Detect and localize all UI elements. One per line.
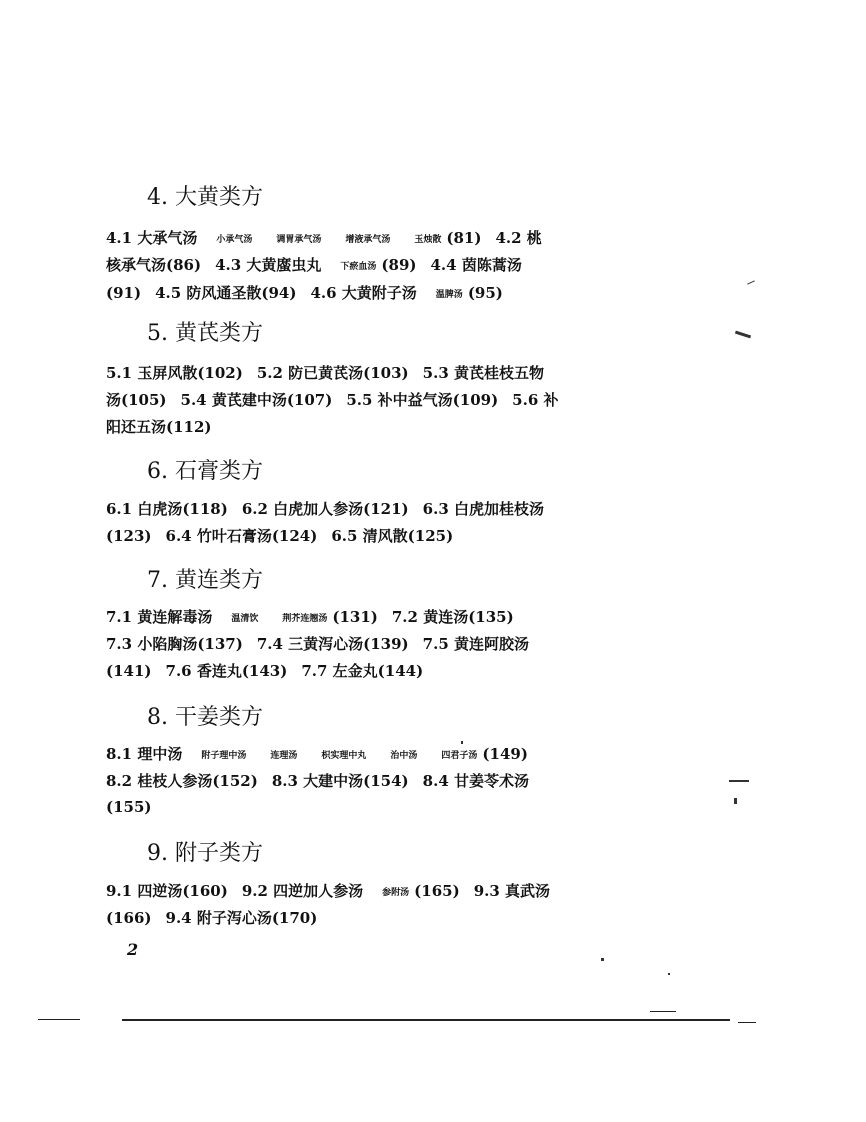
- toc-entry: [385, 745, 422, 763]
- toc-entry: [155, 284, 296, 302]
- toc-entry: [431, 284, 503, 302]
- entry-subformula: 治中汤: [390, 751, 418, 761]
- toc-entry: [106, 662, 152, 680]
- toc-entry: [106, 391, 167, 409]
- toc-entry: [166, 909, 318, 927]
- toc-entry: [106, 364, 243, 382]
- toc-entry: [335, 256, 416, 274]
- entry-text: 5.5 补中益气汤(109): [346, 391, 499, 409]
- toc-entry: [340, 229, 395, 247]
- entry-text: 7.2 黄连汤(135): [391, 608, 514, 626]
- toc-entry: [106, 284, 141, 302]
- entry-text: 8.2 桂枝人参汤(152): [106, 772, 258, 790]
- entry-text: 7.5 黄连阿胶汤: [422, 635, 529, 653]
- entry-text: 9.2 四逆加人参汤: [241, 882, 364, 900]
- section-heading: 9. 附子类方: [147, 841, 263, 866]
- entry-subformula: 四君子汤: [441, 751, 478, 761]
- toc-entry: [346, 391, 498, 409]
- toc-entry: [423, 500, 544, 518]
- speck: [734, 798, 737, 804]
- toc-entry: [265, 745, 302, 763]
- entry-text: 4.6 大黄附子汤: [310, 284, 417, 302]
- entry-text: 7.3 小陷胸汤(137): [106, 635, 243, 653]
- bottom-rule-right-dash: [738, 1022, 756, 1023]
- toc-entry: [512, 391, 558, 409]
- entry-line: [106, 362, 666, 383]
- entry-subformula: 玉烛散: [414, 235, 442, 245]
- entry-text: 6.2 白虎加人参汤(121): [241, 500, 409, 518]
- entry-line: [106, 743, 666, 764]
- entry-text: 9.1 四逆汤(160): [106, 882, 228, 900]
- entry-text: 5.2 防已黄芪汤(103): [256, 364, 409, 382]
- entry-text: (91): [106, 284, 142, 302]
- entry-line: [106, 660, 666, 681]
- toc-entry: [106, 798, 152, 816]
- entry-text: 5.3 黄芪桂枝五物: [422, 364, 544, 382]
- entry-page-ref: (89): [381, 256, 417, 274]
- entry-line: [106, 606, 666, 627]
- section-heading: 7. 黄连类方: [147, 568, 263, 593]
- toc-entry: [423, 364, 544, 382]
- entry-text: 5.6 补: [512, 391, 559, 409]
- entry-text: 6.5 清风散(125): [331, 527, 454, 545]
- entry-subformula: 枳实理中丸: [321, 751, 367, 761]
- entry-text: (155): [106, 798, 152, 816]
- entry-subformula: 连理汤: [270, 751, 298, 761]
- toc-entry: [106, 256, 201, 274]
- entry-text: (123): [106, 527, 152, 545]
- entry-text: 7.7 左金丸(144): [301, 662, 424, 680]
- toc-entry: [211, 229, 257, 247]
- toc-entry: [377, 882, 460, 900]
- toc-entry: [423, 772, 529, 790]
- entry-subformula: 温清饮: [231, 614, 259, 624]
- toc-entry: [257, 364, 409, 382]
- toc-entry: [106, 882, 228, 900]
- entry-line: [106, 907, 666, 928]
- entry-line: [106, 254, 666, 275]
- speck: [729, 780, 749, 782]
- entry-text: 4.3 大黄䗪虫丸: [215, 256, 322, 274]
- speck: [735, 331, 751, 339]
- entry-text: 8.4 甘姜苓术汤: [422, 772, 529, 790]
- section-heading: 6. 石膏类方: [147, 459, 263, 484]
- entry-text: 汤(105): [106, 391, 167, 409]
- entry-page-ref: (81): [446, 229, 482, 247]
- entry-text: 核承气汤(86): [106, 256, 202, 274]
- entry-subformula: 附子理中汤: [201, 751, 247, 761]
- toc-entry: [392, 608, 514, 626]
- speck: [668, 973, 670, 975]
- toc-entry: [272, 772, 409, 790]
- entry-subformula: 下瘀血汤: [340, 262, 377, 272]
- toc-entry: [181, 391, 333, 409]
- toc-entry: [106, 745, 182, 763]
- entry-text: 7.1 黄连解毒汤: [106, 608, 213, 626]
- entry-text: 7.6 香连丸(143): [165, 662, 288, 680]
- entry-line: [106, 389, 666, 410]
- toc-entry: [436, 745, 528, 763]
- toc-entry: [106, 909, 152, 927]
- toc-entry: [474, 882, 550, 900]
- toc-entry: [106, 527, 152, 545]
- entry-text: 8.1 理中汤: [106, 745, 183, 763]
- bottom-rule-left-dash: [38, 1019, 80, 1020]
- toc-entry: [316, 745, 371, 763]
- entry-line: [106, 282, 666, 303]
- entry-line: [106, 798, 666, 816]
- toc-entry: [242, 500, 409, 518]
- toc-entry: [106, 772, 258, 790]
- entry-text: 4.1 大承气汤: [106, 229, 198, 247]
- toc-entry: [409, 229, 481, 247]
- entry-line: [106, 880, 666, 901]
- speck: [747, 280, 755, 284]
- toc-entry: [331, 527, 453, 545]
- entry-line: [106, 227, 666, 248]
- entry-text: (141): [106, 662, 152, 680]
- entry-text: 阳还五汤(112): [106, 418, 212, 436]
- entry-page-ref: (131): [332, 608, 378, 626]
- entry-line: [106, 498, 666, 519]
- toc-entry: [423, 635, 529, 653]
- toc-entry: [431, 256, 522, 274]
- entry-text: 6.1 白虎汤(118): [106, 500, 228, 518]
- toc-entry: [196, 745, 251, 763]
- entry-subformula: 参附汤: [382, 888, 410, 898]
- entry-subformula: 增液承气汤: [345, 235, 391, 245]
- speck: [461, 741, 463, 744]
- bottom-rule: [122, 1019, 730, 1021]
- toc-entry: [106, 608, 212, 626]
- toc-entry: [106, 500, 228, 518]
- entry-text: 4.2 桃: [495, 229, 542, 247]
- section-heading: 4. 大黄类方: [147, 185, 263, 210]
- toc-entry: [106, 635, 243, 653]
- entry-text: 6.4 竹叶石膏汤(124): [165, 527, 318, 545]
- entry-line: [106, 416, 666, 437]
- entry-text: 5.4 黄芪建中汤(107): [180, 391, 333, 409]
- toc-entry: [242, 882, 363, 900]
- entry-text: 7.4 三黄泻心汤(139): [256, 635, 409, 653]
- toc-entry: [166, 527, 318, 545]
- entry-text: 4.4 茵陈蒿汤: [430, 256, 522, 274]
- entry-line: [106, 633, 666, 654]
- entry-text: 9.4 附子泻心汤(170): [165, 909, 318, 927]
- entry-line: [106, 770, 666, 791]
- page-number: 2: [127, 940, 139, 959]
- entry-subformula: 调胃承气汤: [276, 235, 322, 245]
- toc-entry: [257, 635, 409, 653]
- entry-line: [106, 525, 666, 546]
- toc-entry: [106, 418, 212, 436]
- entry-subformula: 荆芥连翘汤: [282, 614, 328, 624]
- section-heading: 5. 黄芪类方: [147, 321, 263, 346]
- toc-entry: [301, 662, 423, 680]
- toc-entry: [106, 229, 197, 247]
- toc-entry: [215, 256, 321, 274]
- entry-text: 5.1 玉屏风散(102): [106, 364, 243, 382]
- entry-text: 8.3 大建中汤(154): [271, 772, 409, 790]
- entry-subformula: 小承气汤: [216, 235, 253, 245]
- entry-page-ref: (149): [482, 745, 528, 763]
- entry-text: 6.3 白虎加桂枝汤: [422, 500, 544, 518]
- toc-entry: [277, 608, 378, 626]
- entry-text: 9.3 真武汤: [473, 882, 551, 900]
- entry-page-ref: (95): [467, 284, 503, 302]
- speck: [601, 958, 604, 961]
- entry-page-ref: (165): [414, 882, 460, 900]
- toc-entry: [271, 229, 326, 247]
- toc-entry: [310, 284, 416, 302]
- toc-entry: [495, 229, 541, 247]
- entry-text: 4.5 防风通圣散(94): [155, 284, 297, 302]
- toc-entry: [226, 608, 263, 626]
- section-heading: 8. 干姜类方: [147, 705, 263, 730]
- entry-text: (166): [106, 909, 152, 927]
- toc-entry: [166, 662, 288, 680]
- entry-subformula: 温脾汤: [435, 290, 463, 300]
- short-rule: [650, 1011, 676, 1012]
